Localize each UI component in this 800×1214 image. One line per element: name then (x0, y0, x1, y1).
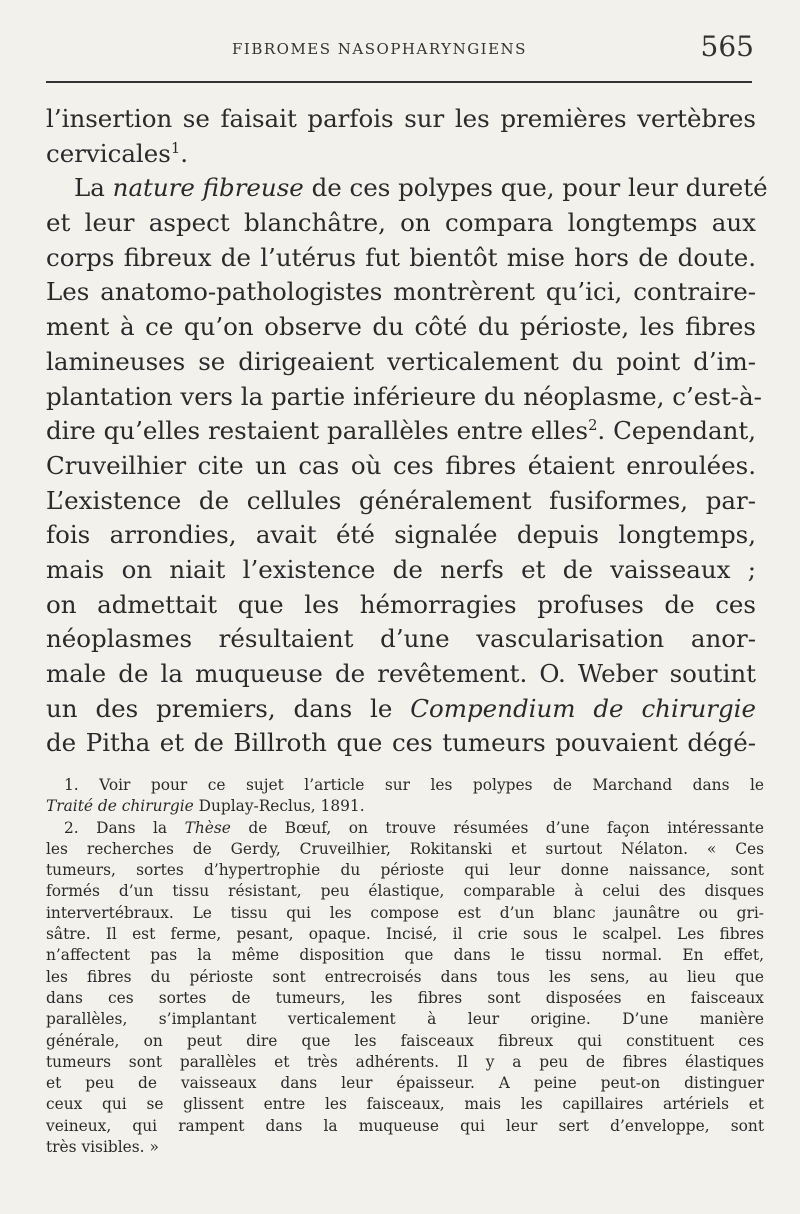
footnote-ref[interactable]: 2 (588, 417, 598, 435)
text-line: l’insertion se faisait parfois sur les premières vertèbres (46, 104, 756, 133)
page-header (46, 30, 754, 64)
footnote-line: 1. Voir pour ce sujet l’article sur les polypes de Marchand dans le (64, 776, 764, 794)
text-line: L’existence de cellules généralement fusiformes, par- (46, 485, 756, 515)
text-line: plantation vers la partie inférieure du néoplasme, c’est-à- (46, 381, 762, 411)
footnote-line: dans ces sortes de tumeurs, les fibres sont disposées en faisceaux (46, 988, 764, 1007)
text-line: male de la muqueuse de revêtement. O. Weber soutint (46, 659, 756, 688)
text-line: lamineuses se dirigeaient verticalement du point d’im- (46, 346, 756, 376)
text-line: mais on niait l’existence de nerfs et de vaisseaux ; (46, 554, 756, 584)
footnote-line: tumeurs sont parallèles et très adhérents. Il y a peu de fibres élastiques (46, 1052, 764, 1071)
footnote-ref[interactable]: 1 (170, 139, 181, 157)
text-line: Les anatomo-pathologistes montrèrent qu’ici, contraire- (46, 277, 756, 307)
text-line: corps fibreux de l’utérus fut bientôt mise hors de doute. (46, 242, 756, 272)
page-number: 565 (700, 30, 754, 63)
footnote-line: veineux, qui rampent dans la muqueuse qui leur sert d’enveloppe, sont (46, 1116, 764, 1135)
footnote-line: ceux qui se glissent entre les faisceaux, mais les capillaires artériels et (46, 1095, 764, 1114)
footnote-line: sâtre. Il est ferme, pesant, opaque. Incisé, il crie sous le scalpel. Les fibres (46, 925, 764, 944)
text-line: et leur aspect blanchâtre, on compara longtemps aux (46, 208, 756, 238)
footnote-line: les fibres du périoste sont entrecroisés dans tous les sens, au lieu que (46, 967, 764, 986)
text-line: cervicales$^1$. (46, 138, 189, 168)
footnote-line: parallèles, s’implantant verticalement à leur origine. D’une manière (46, 1010, 764, 1029)
footnote-line: 2. Dans la Thèse de Bœuf, on trouve résumées d’une façon intéressante (64, 818, 764, 837)
text-line: on admettait que les hémorragies profuses de ces (46, 589, 756, 619)
footnote-line: tumeurs, sortes d’hypertrophie du périoste qui leur donne naissance, sont (46, 861, 764, 880)
footnotes (46, 775, 764, 1158)
text-line: néoplasmes résultaient d’une vascularisation anor- (46, 624, 756, 654)
footnote-line: Traité de chirurgie Duplay-Reclus, 1891. (46, 797, 365, 816)
footnote-line: générale, on peut dire que les faisceaux fibreux qui constituent ces (46, 1031, 764, 1050)
footnote-line: n’affectent pas la même disposition que dans le tissu normal. En effet, (46, 946, 764, 965)
text-line: fois arrondies, avait été signalée depuis longtemps, (46, 520, 756, 550)
body-text (46, 102, 768, 761)
text-line: de Pitha et de Billroth que ces tumeurs pouvaient dégé- (46, 728, 756, 758)
footnote-line: les recherches de Gerdy, Cruveilhier, Rokitanski et surtout Nélaton. « Ces (46, 839, 764, 858)
footnote-line: intervertébraux. Le tissu qui les compose est d’un blanc jaunâtre ou gri- (46, 903, 764, 922)
footnote-line: et peu de vaisseaux dans leur épaisseur. A peine peut-on distinguer (46, 1074, 764, 1093)
text-line: dire qu’elles restaient parallèles entre elles$^2$. Cependant, (46, 416, 756, 446)
text-line: ment à ce qu’on observe du côté du périoste, les fibres (46, 312, 756, 342)
text-line: La nature fibreuse de ces polypes que, pour leur dureté (74, 173, 768, 203)
footnote-line: très visibles. » (46, 1138, 159, 1157)
footnote-line: formés d’un tissu résistant, peu élastique, comparable à celui des disques (46, 882, 764, 901)
running-title: FIBROMES NASOPHARYNGIENS (232, 40, 527, 58)
text-line: un des premiers, dans le Compendium de chirurgie (46, 693, 756, 723)
text-line: Cruveilhier cite un cas où ces fibres étaient enroulées. (46, 450, 756, 480)
header-rule (46, 81, 752, 83)
